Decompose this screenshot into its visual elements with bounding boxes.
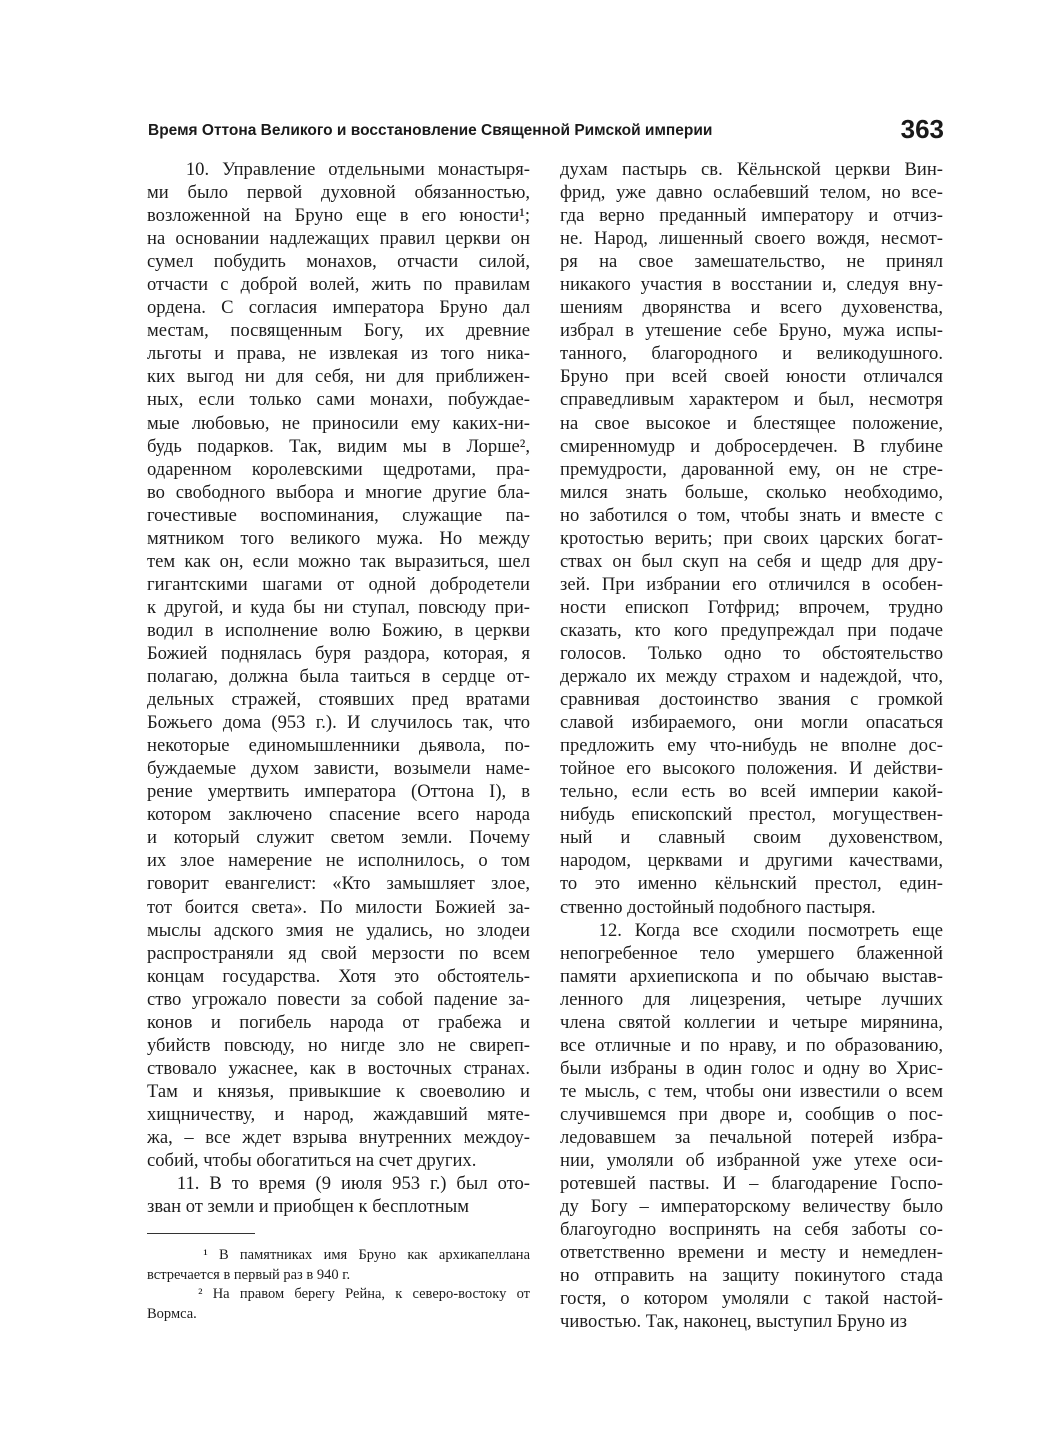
text-line: и который служит светом земли. Почему (147, 827, 530, 849)
text-line: убийств повсюду, но нигде зло не свиреп- (147, 1034, 530, 1056)
text-line: были избраны в один голос и одну во Хрис- (560, 1057, 943, 1079)
text-line: гигантскими шагами от одной добродетели (147, 573, 530, 595)
text-line: нибудь епископский престол, могуществен- (560, 804, 943, 826)
text-line: зей. При избрании его отличился в особен- (560, 573, 943, 595)
text-line: ¹ В памятниках имя Бруно как архикапеллана (147, 1247, 530, 1263)
text-line: фрид, уже давно ослабевший телом, но все- (560, 182, 943, 204)
text-line: будь подарков. Так, видим мы в Лорше², (147, 435, 530, 457)
text-line: избрал в утешение себе Бруно, мужа испы- (560, 320, 943, 342)
text-line: мые любовью, не приносили ему каких-ни- (147, 412, 530, 434)
text-line: некоторые единомышленники дьявола, по- (147, 735, 530, 757)
text-line: ² На правом берегу Рейна, к северо-востоку от (147, 1286, 530, 1302)
right-text-column (560, 158, 943, 1333)
text-line: ми было первой духовной обязанностью, (147, 182, 530, 204)
text-line: полагаю, должна была таиться в сердце от- (147, 666, 530, 688)
text-line: все отличные и по нраву, и по образованию, (560, 1034, 943, 1056)
text-line: непогребенное тело умершего блаженной (560, 942, 943, 964)
text-line: возложенной на Бруно еще в его юности¹; (147, 205, 530, 227)
text-line: ности епископ Готфрид; впрочем, трудно (560, 596, 943, 618)
footnotes (147, 1246, 530, 1324)
text-line: Вормса. (147, 1305, 197, 1322)
text-line: те мысль, с тем, чтобы они известили о всем (560, 1080, 943, 1102)
text-line: одаренном королевскими щедротами, пра- (147, 458, 530, 480)
text-line: шениям дворянства и всего духовенства, (560, 297, 943, 319)
text-line: то это именно кёльнский престол, един- (560, 873, 943, 895)
text-line: памяти архиепископа и по обычаю выстав- (560, 965, 943, 987)
text-line: жа, – все ждет взрыва внутренних междоу- (147, 1126, 530, 1148)
text-line: ответственно времени и месту и немедлен- (560, 1242, 943, 1264)
text-line: но отправить на защиту покинутого стада (560, 1265, 943, 1287)
text-line: на свое высокое и блестящее положение, (560, 412, 943, 434)
text-line: кротостью верить; при своих царских богат- (560, 527, 943, 549)
text-line: отчасти с доброй волей, жить по правилам (147, 274, 530, 296)
text-line: держало их между страхом и надеждой, что, (560, 666, 943, 688)
text-line: ленного для лицезрения, четыре лучших (560, 988, 943, 1010)
text-line: члена святой коллегии и четыре мирянина, (560, 1011, 943, 1033)
text-line: ря на свое замешательство, не принял (560, 251, 943, 273)
text-line: никакого участия в восстании и, следуя вну- (560, 274, 943, 296)
text-line: ствовало ужаснее, как в восточных странах. (147, 1057, 530, 1079)
text-line: ный и славный своим духовенством, (560, 827, 943, 849)
text-line: котором заключено спасение всего народа (147, 804, 530, 826)
text-line: тот боится света». По милости Божией за- (147, 896, 530, 918)
text-line: 12. Когда все сходили посмотреть еще (560, 919, 943, 941)
text-line: распространяли яд свой мерзости по всем (147, 942, 530, 964)
text-line: собий, чтобы обогатиться на счет других. (147, 1150, 477, 1172)
text-line: ордена. С согласия императора Бруно дал (147, 297, 530, 319)
text-line: сравнивая достоинство звания с громкой (560, 689, 943, 711)
text-line: сумел побудить монахов, отчасти силой, (147, 251, 530, 273)
text-line: случившемся при дворе и, сообщив о пос- (560, 1103, 943, 1125)
text-line: говорит евангелист: «Кто замышляет злое, (147, 873, 530, 895)
text-line: Там и князья, привыкшие к своеволию и (147, 1080, 530, 1102)
text-line: но заботился о том, чтобы знать и вместе с (560, 504, 943, 526)
text-line: нии, умоляли об избранной уже утехе оси- (560, 1150, 943, 1172)
text-line: к другой, и куда бы ни ступал, повсюду при- (147, 596, 530, 618)
text-line: мятником того великого мужа. Но между (147, 527, 530, 549)
text-line: во свободного выбора и многие другие бла- (147, 481, 530, 503)
text-line: чивостью. Так, наконец, выступил Бруно из (560, 1311, 908, 1333)
text-line: Божьего дома (953 г.). И случилось так, что (147, 712, 530, 734)
text-line: льготы и права, не извлекая из того ника- (147, 343, 530, 365)
text-line: ду Богу – императорскому величеству было (560, 1196, 943, 1218)
page-number: 363 (900, 114, 944, 144)
text-line: танного, благородного и великодушного. (560, 343, 943, 365)
text-line: их злое намерение не исполнилось, о том (147, 850, 530, 872)
text-line: гостя, о котором умоляли с такой настой- (560, 1288, 943, 1310)
text-line: концам государства. Хотя это обстоятель- (147, 965, 530, 987)
text-line: конов и погибель народа от грабежа и (147, 1011, 530, 1033)
text-line: голосов. Только одно то обстоятельство (560, 642, 943, 664)
text-line: водил в исполнение волю Божию, в церкви (147, 619, 530, 641)
running-head: Время Оттона Великого и восстановление Священной Римской империи (148, 122, 713, 139)
text-line: ство угрожало повести за собой падение за- (147, 988, 530, 1010)
text-line: рение умертвить императора (Оттона I), в (147, 781, 530, 803)
text-line: ственно достойный подобного пастыря. (560, 896, 876, 918)
text-line: ких выгод ни для себя, ни для приближен- (147, 366, 530, 388)
text-line: тельно, если есть во всей империи какой- (560, 781, 943, 803)
text-line: буждаемые духом зависти, возымели наме- (147, 758, 530, 780)
text-line: зван от земли и приобщен к бесплотным (147, 1196, 470, 1218)
text-line: смиренномудр и добросердечен. В глубине (560, 435, 943, 457)
text-line: ледовавшем за печальной потерей избра- (560, 1126, 943, 1148)
text-line: на основании надлежащих правил церкви он (147, 228, 530, 250)
page-header (148, 114, 944, 148)
text-line: гочестивые воспоминания, служащие па- (147, 504, 530, 526)
text-line: предложить ему что-нибудь не вполне дос- (560, 735, 943, 757)
text-line: Божией поднялась буря раздора, которая, я (147, 642, 530, 664)
footnote-rule (147, 1233, 255, 1234)
text-line: гда верно преданный императору и отчиз- (560, 205, 943, 227)
text-line: сказать, кто кого предупреждал при подаче (560, 619, 943, 641)
text-line: встречается в первый раз в 940 г. (147, 1266, 351, 1283)
text-line: ствах он был скуп на себя и щедр для дру- (560, 550, 943, 572)
text-line: мыслы адского змия не удались, но злодеи (147, 919, 530, 941)
text-line: премудрости, дарованной ему, он не стре- (560, 458, 943, 480)
text-line: тем как он, если можно так выразиться, шел (147, 550, 530, 572)
text-line: тойное его высокого положения. И действи- (560, 758, 943, 780)
text-line: духам пастырь св. Кёльнской церкви Вин- (560, 159, 943, 180)
text-line: местам, посвященным Богу, их древние (147, 320, 530, 342)
text-line: ных, если только сами монахи, побуждае- (147, 389, 530, 411)
text-line: хищничеству, и народ, жаждавший мяте- (147, 1103, 530, 1125)
text-line: справедливым характером и был, несмотря (560, 389, 943, 411)
left-text-column (147, 158, 530, 1218)
text-line: 10. Управление отдельными монастыря- (147, 159, 530, 180)
text-line: благоугодно воспринять на себя заботы со- (560, 1219, 943, 1241)
text-line: не. Народ, лишенный своего вождя, несмот- (560, 228, 943, 250)
text-line: мился знать больше, сколько необходимо, (560, 481, 943, 503)
text-line: ротевшей паствы. И – благодарение Госпо- (560, 1173, 943, 1195)
text-line: дельных стражей, стоявших пред вратами (147, 689, 530, 711)
text-line: народом, церквами и другими качествами, (560, 850, 943, 872)
text-line: 11. В то время (9 июля 953 г.) был ото- (147, 1173, 530, 1195)
text-line: Бруно при всей своей юности отличался (560, 366, 943, 388)
text-line: славой избираемого, они могли опасаться (560, 712, 943, 734)
